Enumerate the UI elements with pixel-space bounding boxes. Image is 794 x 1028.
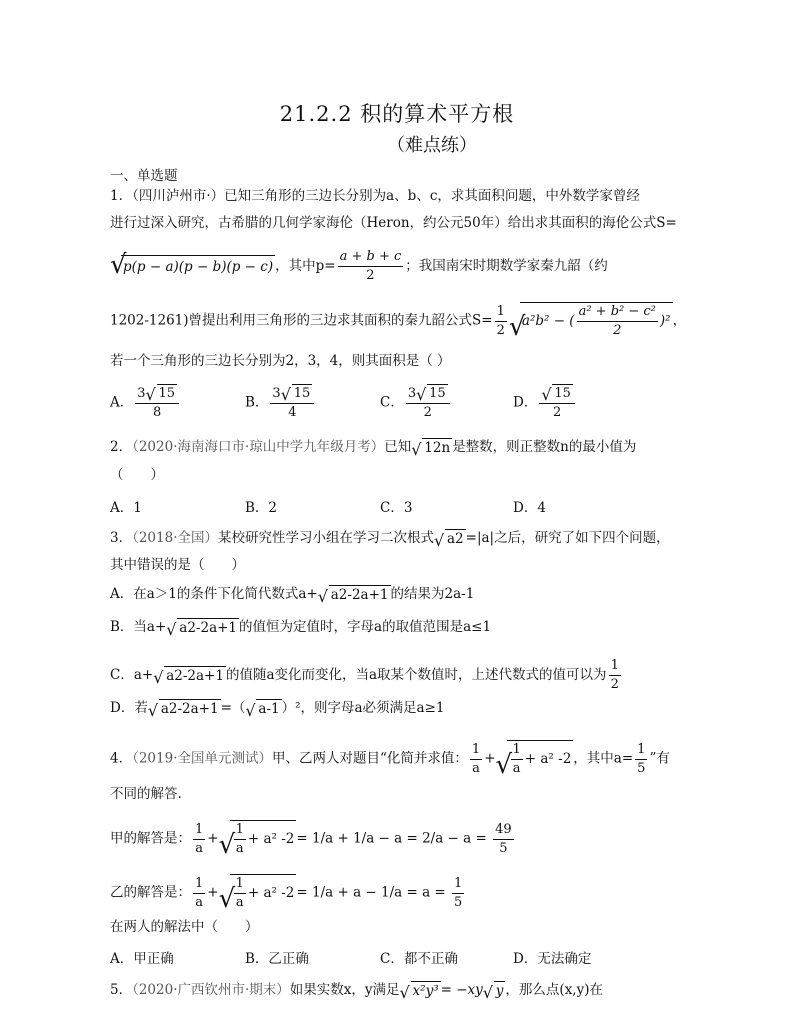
q1-option-b[interactable]: B． $\frac{3√ 15}{4}$: [245, 384, 316, 422]
q2-line1: 2．（2020·海南海口市·琼山中学九年级月考）已知√ 12n 是整数，则正整数n的最小值为: [110, 437, 636, 458]
q4-option-b[interactable]: B．乙正确: [245, 951, 309, 967]
q3-option-a[interactable]: A．在a＞1的条件下化简代数式a+√ a2-2a+1 的结果为2a-1: [110, 584, 474, 605]
q1-line5: 若一个三角形的三边长分别为2，3，4，则其面积是（ ）: [110, 353, 451, 369]
q5-line1: 5．（2020·广西钦州市·期末）如果实数x，y满足√ x²y³ = −xy√ y ，那么点(x,y)在: [110, 980, 603, 1001]
q4-jia-solution: 甲的解答是： $\frac{1}{a}$ + √ $\frac{1}{a}$ + a² -2 = 1/a + 1/a − a = 2/a − a = $\frac{49}{5}$: [110, 820, 516, 858]
q2-option-b[interactable]: B．2: [245, 500, 278, 516]
page-title: 21.2.2 积的算术平方根: [279, 102, 515, 126]
heron-sqrt: √ p(p − a)(p − b)(p − c): [110, 255, 275, 278]
section-heading: 一、单选题: [110, 168, 178, 184]
q2-sqrt: √ 12n: [411, 438, 452, 458]
q3-line2: 其中错误的是（ ）: [110, 557, 245, 573]
qin-sqrt: √ a²b² − ( $\frac{\text{a² + b² − c²}}{2}$ )²: [509, 302, 673, 340]
p-fraction: $\frac{a + b + c}{2}$: [339, 249, 402, 283]
half-fraction: $\frac{1}{2}$: [496, 303, 505, 338]
q1-line1: 1．（四川泸州市·）已知三角形的三边长分别为a、b、c，求其面积问题，中外数学家曾经: [110, 188, 640, 204]
q4-line2: 不同的解答.: [110, 786, 182, 802]
q4-yi-solution: 乙的解答是： $\frac{1}{a}$ + √ $\frac{1}{a}$ + a² -2 = 1/a + a − 1/a = a = $\frac{1}{5}$: [110, 874, 466, 912]
q3-option-b[interactable]: B．当a+√ a2-2a+1 的值恒为定值时，字母a的取值范围是a≤1: [110, 617, 491, 638]
q3-line1: 3．（2018·全国）某校研究性学习小组在学习二次根式√ a2 =|a|之后，研究了如下四个问题，: [110, 528, 670, 549]
q1-line3: √ p(p − a)(p − b)(p − c) ，其中p= $\frac{a + b + c}{2}$ ；我国南宋时期数学家秦九韶（约: [110, 248, 608, 285]
q1-option-c[interactable]: C． $\frac{3√ 15}{2}$: [380, 384, 452, 422]
q1-line4: 1202-1261)曾提出利用三角形的三边求其面积的秦九韶公式S= $\frac{1}{2}$ √ a²b² − ( $\frac{\text{a² + b² − c²}}{2}$ )² ，: [110, 302, 686, 340]
q2-option-d[interactable]: D．4: [513, 500, 546, 516]
q1-option-d[interactable]: D． √ $\frac{15}{2}$: [513, 384, 577, 422]
q1-line2: 进行过深入研究，古希腊的几何学家海伦（Heron，约公元50年）给出求其面积的海伦公式S=: [110, 215, 677, 231]
q2-option-c[interactable]: C．3: [380, 500, 413, 516]
q3-option-d[interactable]: D．若√ a2-2a+1 =（√ a-1 ）²，则字母a必须满足a≥1: [110, 698, 445, 719]
q4-line1: 4．（2019·全国单元测试）甲、乙两人对题目“化简并求值： $\frac{1}{a}$ + √ $\frac{1}{a}$ + a² -2 ，其中a= $\frac{1}{5}$ ”有: [110, 740, 670, 778]
page-subtitle: （难点练）: [387, 135, 477, 156]
q4-option-a[interactable]: A．甲正确: [110, 951, 174, 967]
q4-option-c[interactable]: C．都不正确: [380, 951, 458, 967]
q2-option-a[interactable]: A．1: [110, 500, 142, 516]
q3-option-c[interactable]: C．a+√ a2-2a+1 的值随a变化而变化，当a取某个数值时，上述代数式的值可以为 $\frac{1}{2}$: [110, 657, 623, 694]
q1-option-a[interactable]: A． $\frac{3√ 15}{8}$: [110, 384, 181, 422]
q4-option-d[interactable]: D．无法确定: [513, 951, 592, 967]
q4-line5: 在两人的解法中（ ）: [110, 919, 259, 935]
q2-line2: （ ）: [110, 467, 164, 483]
